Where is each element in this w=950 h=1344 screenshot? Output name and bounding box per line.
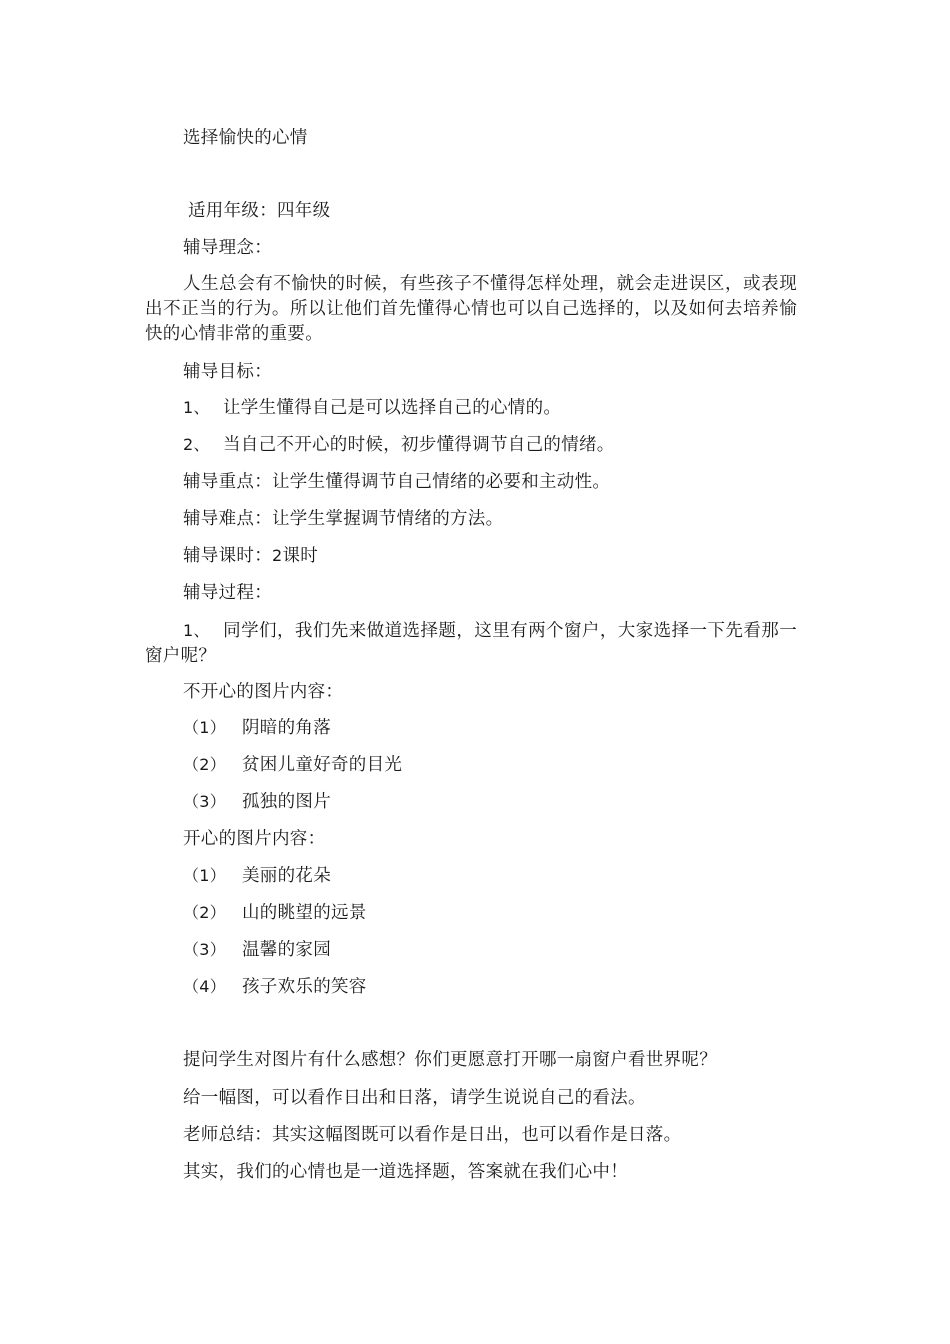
goal-number: 2、 bbox=[183, 435, 210, 454]
difficulty-line: 辅导难点：让学生掌握调节情绪的方法。 bbox=[183, 509, 504, 529]
happy-item bbox=[183, 975, 367, 999]
process-step-text: 同学们，我们先来做道选择题，这里有两个窗户，大家选择一下先看那一窗户呢？ bbox=[145, 621, 797, 666]
goal-item bbox=[183, 433, 615, 457]
item-text: 孤独的图片 bbox=[242, 792, 331, 812]
philosophy-heading: 辅导理念： bbox=[183, 238, 272, 258]
goal-item bbox=[183, 396, 561, 420]
unhappy-item bbox=[183, 753, 402, 777]
grade-line: 适用年级：四年级 bbox=[188, 201, 331, 221]
teacher-summary: 老师总结：其实这幅图既可以看作是日出，也可以看作是日落。 bbox=[183, 1125, 682, 1145]
key-point-line: 辅导重点：让学生懂得调节自己情绪的必要和主动性。 bbox=[183, 472, 611, 492]
item-number: （2） bbox=[183, 755, 227, 774]
happy-heading: 开心的图片内容： bbox=[183, 829, 326, 849]
unhappy-heading: 不开心的图片内容： bbox=[183, 682, 344, 702]
goal-text: 当自己不开心的时候，初步懂得调节自己的情绪。 bbox=[223, 435, 615, 455]
unhappy-item bbox=[183, 716, 331, 740]
goal-number: 1、 bbox=[183, 398, 210, 417]
philosophy-paragraph: 人生总会有不愉快的时候，有些孩子不懂得怎样处理，就会走进误区，或表现出不正当的行为。所以让他们首先懂得心情也可以自己选择的，以及如何去培养愉快的心情非常的重要。 bbox=[145, 274, 797, 344]
goals-heading: 辅导目标： bbox=[183, 362, 272, 382]
duration-line bbox=[183, 544, 318, 568]
item-number: （1） bbox=[183, 866, 227, 885]
process-step-number: 1、 bbox=[183, 621, 210, 640]
unhappy-item bbox=[183, 790, 331, 814]
process-step-paragraph bbox=[145, 618, 797, 669]
item-text: 山的眺望的远景 bbox=[242, 903, 367, 923]
document-title: 选择愉快的心情 bbox=[183, 128, 308, 148]
item-text: 贫困儿童好奇的目光 bbox=[242, 755, 403, 775]
goal-text: 让学生懂得自己是可以选择自己的心情的。 bbox=[223, 398, 562, 418]
process-heading: 辅导过程： bbox=[183, 583, 272, 603]
duration-label: 辅导课时： bbox=[183, 546, 272, 566]
item-text: 阴暗的角落 bbox=[242, 718, 331, 738]
duration-unit: 课时 bbox=[282, 546, 319, 566]
closing-picture-note: 给一幅图，可以看作日出和日落，请学生说说自己的看法。 bbox=[183, 1088, 646, 1108]
item-text: 孩子欢乐的笑容 bbox=[242, 977, 367, 997]
item-number: （4） bbox=[183, 977, 227, 996]
item-number: （3） bbox=[183, 792, 227, 811]
item-number: （3） bbox=[183, 940, 227, 959]
closing-question: 提问学生对图片有什么感想？你们更愿意打开哪一扇窗户看世界呢？ bbox=[183, 1050, 717, 1070]
happy-item bbox=[183, 864, 331, 888]
duration-value: 2 bbox=[272, 546, 283, 565]
item-text: 温馨的家园 bbox=[242, 940, 331, 960]
item-number: （2） bbox=[183, 903, 227, 922]
happy-item bbox=[183, 938, 331, 962]
item-number: （1） bbox=[183, 718, 227, 737]
closing-statement: 其实，我们的心情也是一道选择题，答案就在我们心中！ bbox=[183, 1162, 628, 1182]
item-text: 美丽的花朵 bbox=[242, 866, 331, 886]
happy-item bbox=[183, 901, 367, 925]
